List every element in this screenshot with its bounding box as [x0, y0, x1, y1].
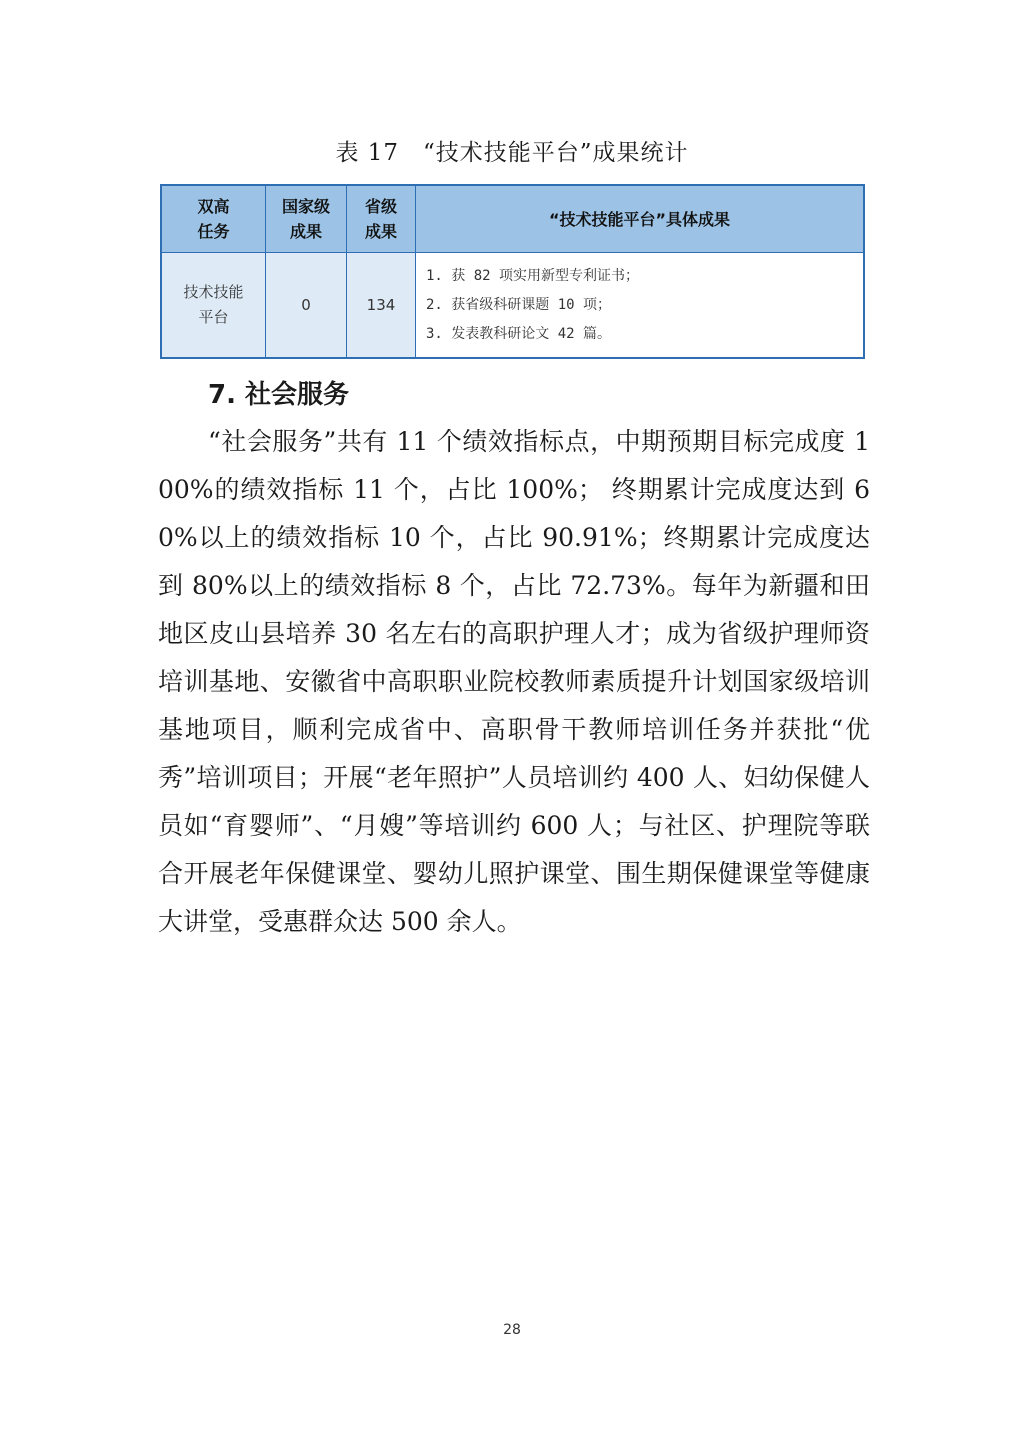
- header-details: “技术技能平台”具体成果: [416, 185, 865, 253]
- header-provincial-line1: 省级 成果: [364, 197, 397, 241]
- results-table: [160, 184, 865, 359]
- cell-details: [416, 253, 865, 359]
- cell-task: [161, 253, 266, 359]
- header-national-line1: 国家级 成果: [281, 197, 330, 241]
- header-provincial: [347, 185, 416, 253]
- header-task: [161, 185, 266, 253]
- cell-provincial: 134: [347, 253, 416, 359]
- detail-item-2: 2. 获省级科研课题 10 项；: [426, 296, 612, 313]
- header-task-line1: 双高 任务: [197, 197, 230, 241]
- cell-national: 0: [266, 253, 347, 359]
- section-heading: 7. 社会服务: [208, 380, 350, 410]
- table-header-row: [161, 185, 864, 253]
- detail-item-3: 3. 发表教科研论文 42 篇。: [426, 325, 612, 342]
- cell-task-text: 技术技能 平台: [183, 283, 244, 326]
- page-number: 28: [503, 1322, 521, 1338]
- detail-item-1: 1. 获 82 项实用新型专利证书；: [426, 267, 640, 284]
- table-row: [161, 253, 864, 359]
- table-caption: 表 17 “技术技能平台”成果统计: [335, 140, 689, 166]
- header-national: [266, 185, 347, 253]
- section-paragraph: “社会服务”共有 11 个绩效指标点，中期预期目标完成度 100%的绩效指标 11 个，占比 100%； 终期累计完成度达到 60%以上的绩效指标 10 个，占比 90.91%；终期累计完成度达到 80%以上的绩效指标 8 个，占比 72.73%。每年为新疆和田地区皮山县培养 30 名左右的高职护理人才；成为省级护理师资培训基地、安徽省中高职职业院校教师素质提升计划国家级培训基地项目，顺利完成省中、高职骨干教师培训任务并获批“优秀”培训项目；开展“老年照护”人员培训约 400 人、妇幼保健人员如“育婴师”、“月嫂”等培训约 600 人；与社区、护理院等联合开展老年保健课堂、婴幼儿照护课堂、围生期保健课堂等健康大讲堂，受惠群众达 500 余人。: [158, 427, 870, 936]
